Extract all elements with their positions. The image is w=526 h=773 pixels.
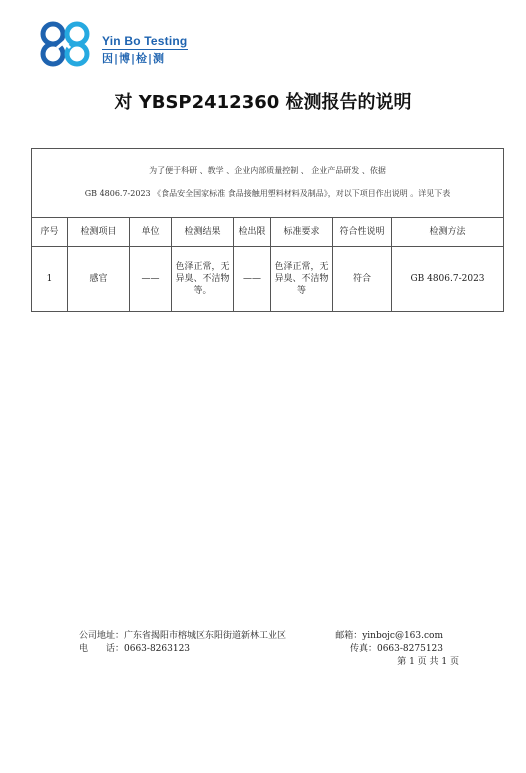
report-table [31, 148, 504, 312]
column-header: 单位 [130, 218, 172, 247]
brand-name-en: Yin Bo Testing [102, 34, 188, 48]
page-number: 第 1 页 共 1 页 [397, 657, 459, 667]
table-cell: GB 4806.7-2023 [392, 247, 504, 312]
table-row [32, 247, 504, 312]
intro-line: 为了便于科研 、教学 、企业内部质量控制 、 企业产品研发 、依据 [149, 166, 386, 176]
table-cell: —— [234, 247, 271, 312]
company-phone: 电 话：0663-8263123 [79, 644, 191, 654]
intro-line: GB 4806.7-2023 《食品安全国家标准 食品接触用塑料材料及制品》，对以下项目作出说明 。详见下表 [84, 189, 451, 198]
table-cell: 色泽正常，无异臭、不洁物等 [271, 247, 333, 312]
page-footer [79, 630, 459, 669]
column-header: 标准要求 [271, 218, 333, 247]
table-cell: 符合 [333, 247, 392, 312]
column-header: 符合性说明 [333, 218, 392, 247]
table-cell: 感官 [68, 247, 130, 312]
column-header: 检测项目 [68, 218, 130, 247]
brand-name-cn: 因|博|检|测 [102, 52, 166, 65]
company-email: 邮箱：yinbojc@163.com [335, 631, 443, 641]
column-header: 检测结果 [172, 218, 234, 247]
document-title: 对 YBSP2412360 检测报告的说明 [114, 92, 412, 113]
table-cell: 色泽正常，无异臭、不洁物等。 [172, 247, 234, 312]
column-header: 序号 [32, 218, 68, 247]
column-header: 检出限 [234, 218, 271, 247]
intro-cell [32, 149, 504, 218]
company-address: 公司地址：广东省揭阳市榕城区东阳街道新林工业区 [79, 631, 287, 641]
table-cell: —— [130, 247, 172, 312]
column-header: 检测方法 [392, 218, 504, 247]
company-fax: 传真：0663-8275123 [349, 644, 443, 654]
table-cell: 1 [32, 247, 68, 312]
table-header-row [32, 218, 504, 247]
company-logo [40, 18, 200, 70]
logo-mark-icon [40, 18, 100, 68]
